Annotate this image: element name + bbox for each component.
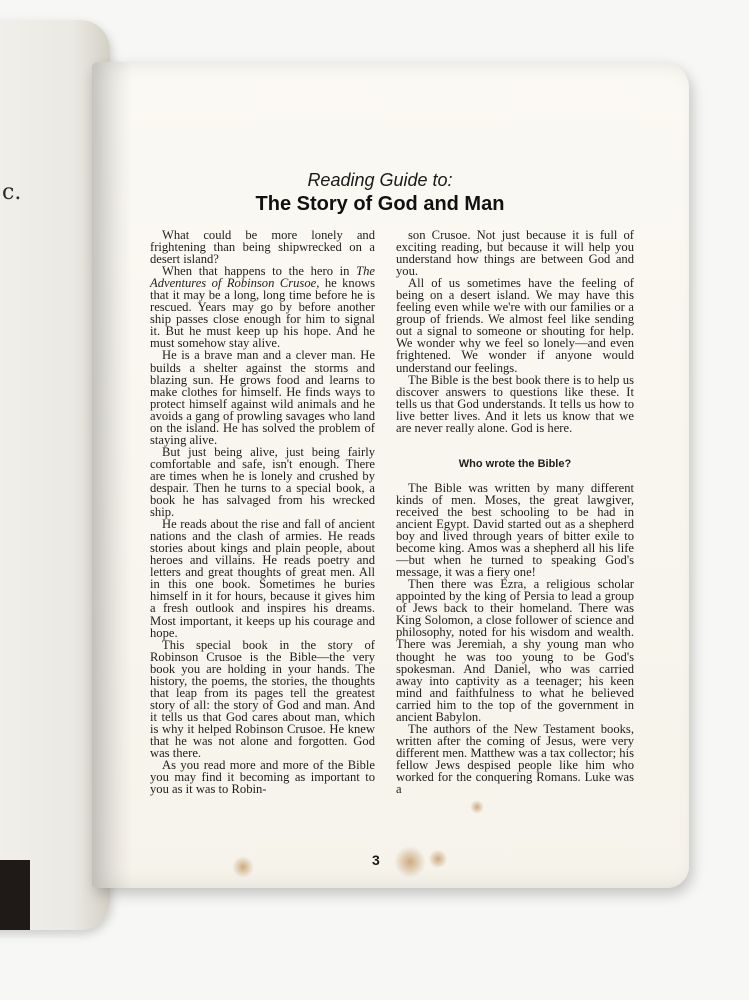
paragraph: Then there was Ezra, a religious scholar appointed by the king of Persia to lead a group of Jews back to their homeland. There was King Solomon, a close follower of science and philosophy, noted for his wisdom and wealth. There was Jeremiah, a shy young man who thought he was too young to be God's spokesman. And Daniel, who was carried away into captivity as a teenager; his keen mind and faithfulness to what he believed carried him to the top of the government in ancient Babylon.: [396, 577, 634, 724]
paragraph: As you read more and more of the Bible you may find it becoming as important to you as it was to Robin-: [150, 758, 375, 797]
page-stain: [395, 845, 425, 879]
paragraph: son Crusoe. Not just because it is full of exciting reading, but because it will help you understand how things are between God and you.: [396, 228, 634, 279]
text-column-left: [150, 229, 375, 795]
page-stain: [428, 850, 448, 868]
paragraph-text: When that happens to the hero in: [162, 264, 350, 279]
paragraph: This special book in the story of Robinson Crusoe is the Bible—the very book you are holding in your hands. The history, the poems, the stories, the thoughts that leap from its pages tell the greatest story of all: the story of God and man. And it tells us that God cares about man, which is why it helped Robinson Crusoe. He knew that he was not alone and forgotten. God was there.: [150, 637, 375, 761]
paragraph: He reads about the rise and fall of ancient nations and the clash of armies. He reads stories about kings and plain people, about heroes and villains. He reads poetry and letters and great thoughts of great men. All in this one book. Sometimes he buries himself in it for hours, because it gives him a fresh outlook and inspires his dreams. Most important, it keeps up his courage and hope.: [150, 517, 375, 640]
page-stain: [232, 856, 254, 878]
paragraph: He is a brave man and a clever man. He builds a shelter against the storms and blazing sun. He grows food and learns to make clothes for himself. He finds ways to protect himself against wild animals and he avoids a gang of prowling savages who land on the island. He has solved the problem of staying alive.: [150, 348, 375, 447]
page-gutter-shadow: [92, 62, 132, 888]
page-stain: [470, 800, 484, 814]
text-column-right: [396, 229, 634, 795]
left-page-text-fragment: c.: [2, 180, 22, 205]
paragraph: But just being alive, just being fairly comfortable and safe, isn't enough. There are times when he is lonely and crushed by despair. Then he turns to a special book, a book he has salvaged from his wrecked ship.: [150, 444, 375, 520]
page-subtitle: Reading Guide to:: [307, 170, 453, 190]
paragraph: All of us sometimes have the feeling of being on a desert island. We may have this feeling even while we're with our families or a group of friends. We almost feel like sending out a signal to someone or shouting for help. We wonder why we feel so lonely—and even frightened. We wonder if anyone would understand our feelings.: [396, 276, 634, 375]
section-heading: Who wrote the Bible?: [458, 457, 572, 470]
paragraph-text: he knows that it may be a long, long time before he is rescued. Years may go by before another ship passes close enough for him to signal it. But he must keep up his hope. And he must somehow stay alive.: [150, 276, 376, 351]
page-title: The Story of God and Man: [255, 193, 505, 215]
page-number: 3: [372, 852, 380, 868]
paragraph: What could be more lonely and frightening than being shipwrecked on a desert island?: [150, 228, 375, 267]
paragraph: The Bible is the best book there is to help us discover answers to questions like these. It tells us that God understands. It tells us how to live better lives. And it lets us know that we are never really alone. God is here.: [396, 372, 634, 435]
paragraph: The Bible was written by many different kinds of men. Moses, the great lawgiver, received the best schooling to be had in ancient Egypt. David started out as a shepherd boy and lived through years of bitter exile to become king. Amos was a shepherd all his life—but when he turned to speaking God's message, it was a fiery one!: [396, 480, 634, 580]
book-title-italic: The Adventures of Robinson Crusoe,: [150, 264, 376, 291]
book-cover-edge: [0, 860, 30, 930]
paragraph: The authors of the New Testament books, written after the coming of Jesus, were very different men. Matthew was a tax collector; his fellow Jews despised people like him who worked for the conquering Romans. Luke was a: [396, 721, 634, 797]
paragraph: [150, 265, 375, 349]
